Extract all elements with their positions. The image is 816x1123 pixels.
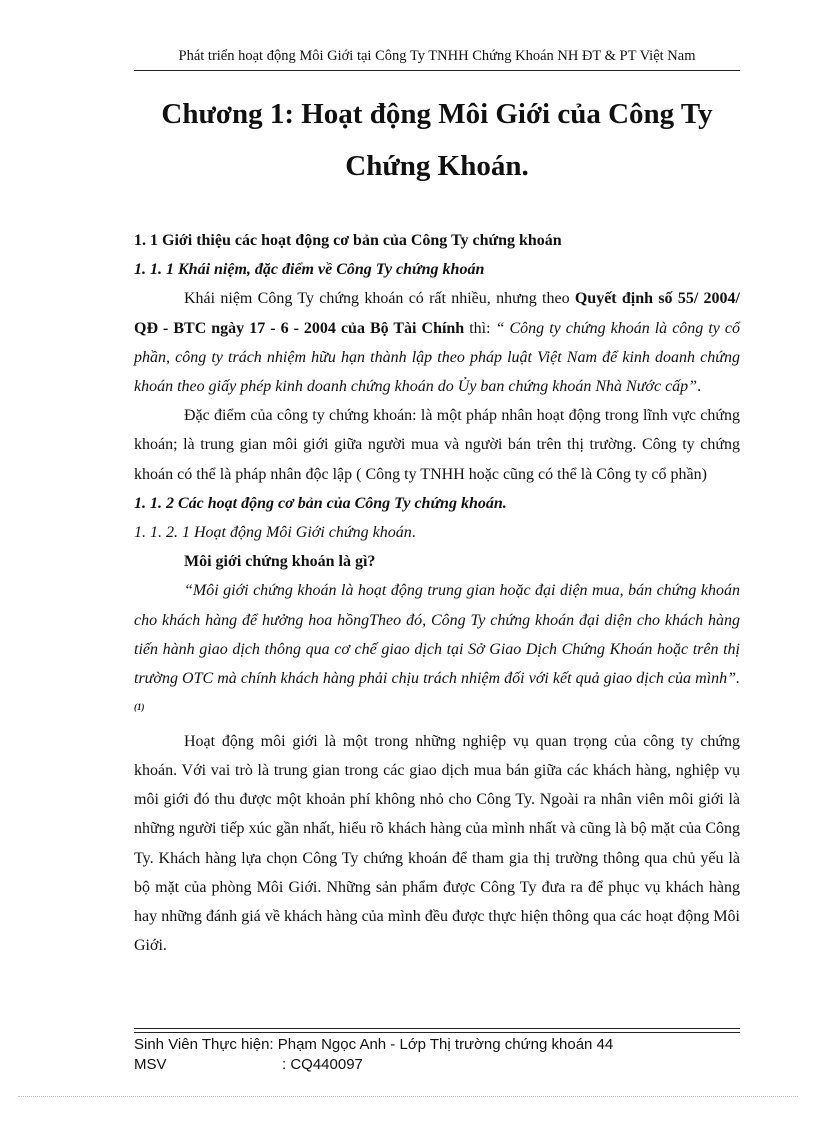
paragraph-definition-mid: thì:: [464, 319, 496, 337]
paragraph-brokerage-definition: [134, 576, 740, 726]
section-heading-1-1-2-1-dot: .: [411, 524, 416, 542]
paragraph-brokerage-role: Hoạt động môi giới là một trong những nghiệp vụ quan trọng của công ty chứng khoán. Với vai trò là trung gian trong các giao dịch mua bán giữa các khách hàng, nghiệp vụ môi giới đó thu được một khoản phí không nhỏ cho Công Ty. Ngoài ra nhân viên môi giới là những người tiếp xúc gần nhất, hiểu rõ khách hàng của mình nhất và cũng là bộ mặt của Công Ty. Khách hàng lựa chọn Công Ty chứng khoán để tham gia thị trường thông qua chủ yếu là bộ mặt của phòng Môi Giới. Những sản phẩm được Công Ty đưa ra để phục vụ khách hàng hay những đánh giá về khách hàng của mình đều được thực hiện thông qua các hoạt động Môi Giới.: [134, 732, 740, 955]
footer-rule: [134, 1028, 740, 1029]
document-body: [134, 226, 740, 960]
footer-msv-value: : CQ440097: [282, 1056, 363, 1073]
paragraph-definition-end: .: [697, 378, 702, 396]
footer-rule-thin: [134, 1032, 740, 1033]
decision-reference: Quyết định số 55/ 2004/ QĐ - BTC ngày 17 - 6 - 2004 của Bộ Tài Chính: [134, 290, 740, 337]
chapter-title-line-1: Chương 1: Hoạt động Môi Giới của Công Ty: [161, 98, 713, 130]
brokerage-quote: “Môi giới chứng khoán là hoạt động trung gian hoặc đại diện mua, bán chứng khoán cho khách hàng để hưởng hoa hồngTheo đó, Công Ty chứng khoán đại diện cho khách hàng tiến hành giao dịch thông qua cơ chế giao dịch tại Sở Giao Dịch Chứng Khoán hoặc trên thị trường OTC mà chính khách hàng phải chịu trách nhiệm đối với kết quả giao dịch của mình”.: [134, 582, 740, 688]
definition-quote: “ Công ty chứng khoán là công ty cổ phần, công ty trách nhiệm hữu hạn thành lập theo pháp luật Việt Nam để kinh doanh chứng khoán theo giấy phép kinh doanh chứng khoán do Ủy ban chứng khoán Nhà Nước cấp”: [134, 319, 740, 396]
chapter-title: [134, 88, 740, 192]
paragraph-definition: [134, 284, 740, 401]
chapter-title-line-2: Chứng Khoán.: [345, 150, 529, 182]
page-break-dotted-line: [18, 1096, 798, 1097]
section-heading-1-1: 1. 1 Giới thiệu các hoạt động cơ bản của Công Ty chứng khoán: [134, 232, 562, 249]
running-header: Phát triển hoạt động Môi Giới tại Công Ty TNHH Chứng Khoán NH ĐT & PT Việt Nam: [178, 48, 696, 64]
section-heading-1-1-1: 1. 1. 1 Khái niệm, đặc điểm về Công Ty chứng khoán: [134, 261, 485, 279]
footnote-marker: (1): [134, 702, 145, 713]
header-rule: [134, 70, 740, 71]
section-heading-1-1-2-1-text: 1. 1. 2. 1 Hoạt động Môi Giới chứng khoán: [134, 524, 412, 542]
page-footer: [134, 1035, 740, 1075]
footer-author-line: Sinh Viên Thực hiện: Phạm Ngọc Anh - Lớp Thị trường chứng khoán 44: [134, 1036, 614, 1053]
paragraph-characteristics: Đặc điểm của công ty chứng khoán: là một pháp nhân hoạt động trong lĩnh vực chứng khoán; là trung gian môi giới giữa người mua và người bán trên thị trường. Công ty chứng khoán có thể là pháp nhân độc lập ( Công ty TNHH hoặc cũng có thể là Công ty cổ phần): [134, 407, 740, 483]
section-heading-1-1-2-1: [134, 518, 740, 547]
section-heading-1-1-2: 1. 1. 2 Các hoạt động cơ bản của Công Ty chứng khoán.: [134, 494, 507, 512]
footer-student-id-line: [134, 1055, 740, 1075]
footer-msv-label: MSV: [134, 1056, 167, 1073]
paragraph-definition-lead: Khái niệm Công Ty chứng khoán có rất nhiều, nhưng theo: [184, 290, 575, 308]
question-heading: Môi giới chứng khoán là gì?: [184, 553, 376, 571]
